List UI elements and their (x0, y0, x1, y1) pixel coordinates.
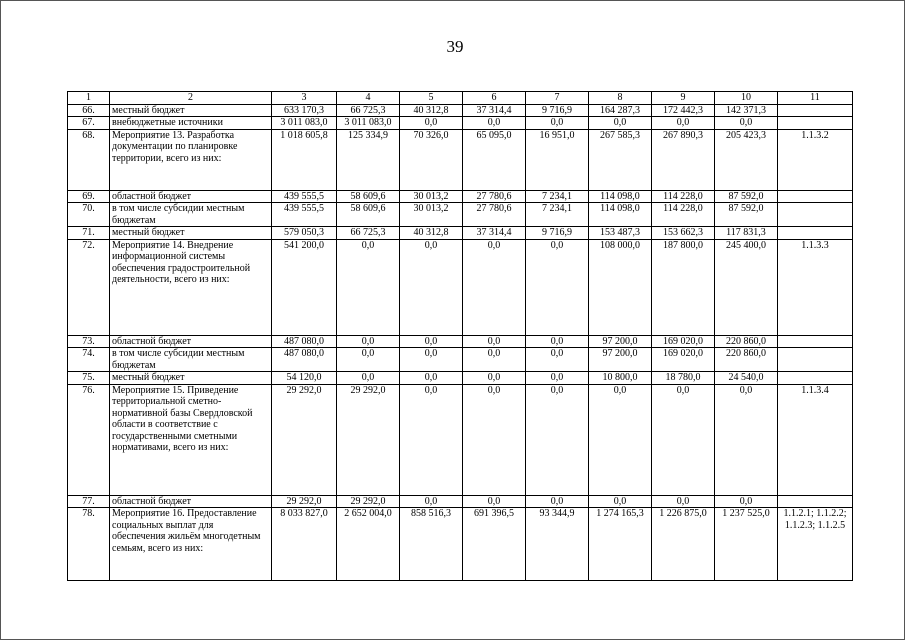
cell-value: 9 716,9 (526, 227, 589, 240)
row-number: 74. (68, 348, 110, 372)
cell-value: 108 000,0 (589, 239, 652, 335)
cell-value: 27 780,6 (463, 190, 526, 203)
cell-value: 29 292,0 (272, 495, 337, 508)
target-code (778, 227, 853, 240)
target-code: 1.1.3.2 (778, 129, 853, 190)
target-code (778, 348, 853, 372)
cell-value: 65 095,0 (463, 129, 526, 190)
cell-value: 487 080,0 (272, 348, 337, 372)
cell-value: 0,0 (463, 117, 526, 130)
column-header: 9 (652, 92, 715, 105)
cell-value: 0,0 (526, 495, 589, 508)
table-row (68, 495, 853, 508)
cell-value: 37 314,4 (463, 227, 526, 240)
table-row (68, 190, 853, 203)
cell-value: 1 226 875,0 (652, 508, 715, 581)
cell-value: 58 609,6 (337, 203, 400, 227)
cell-value: 0,0 (463, 495, 526, 508)
row-name: областной бюджет (110, 335, 272, 348)
column-header: 6 (463, 92, 526, 105)
cell-value: 267 585,3 (589, 129, 652, 190)
cell-value: 0,0 (526, 348, 589, 372)
cell-value: 691 396,5 (463, 508, 526, 581)
cell-value: 187 800,0 (652, 239, 715, 335)
cell-value: 0,0 (400, 348, 463, 372)
cell-value: 0,0 (526, 117, 589, 130)
column-header: 7 (526, 92, 589, 105)
row-name: местный бюджет (110, 372, 272, 385)
cell-value: 29 292,0 (337, 495, 400, 508)
cell-value: 27 780,6 (463, 203, 526, 227)
cell-value: 633 170,3 (272, 104, 337, 117)
cell-value: 0,0 (715, 384, 778, 495)
table-row (68, 335, 853, 348)
cell-value: 169 020,0 (652, 335, 715, 348)
cell-value: 97 200,0 (589, 348, 652, 372)
column-header: 10 (715, 92, 778, 105)
cell-value: 0,0 (337, 335, 400, 348)
cell-value: 0,0 (337, 239, 400, 335)
table-row (68, 203, 853, 227)
cell-value: 1 274 165,3 (589, 508, 652, 581)
target-code: 1.1.3.3 (778, 239, 853, 335)
row-number: 71. (68, 227, 110, 240)
cell-value: 205 423,3 (715, 129, 778, 190)
row-name: областной бюджет (110, 495, 272, 508)
cell-value: 0,0 (526, 384, 589, 495)
cell-value: 2 652 004,0 (337, 508, 400, 581)
cell-value: 30 013,2 (400, 203, 463, 227)
cell-value: 0,0 (463, 239, 526, 335)
cell-value: 125 334,9 (337, 129, 400, 190)
cell-value: 0,0 (652, 117, 715, 130)
row-name: в том числе субсидии местным бюджетам (110, 203, 272, 227)
cell-value: 0,0 (589, 117, 652, 130)
cell-value: 0,0 (463, 335, 526, 348)
cell-value: 7 234,1 (526, 190, 589, 203)
cell-value: 9 716,9 (526, 104, 589, 117)
cell-value: 18 780,0 (652, 372, 715, 385)
cell-value: 97 200,0 (589, 335, 652, 348)
cell-value: 8 033 827,0 (272, 508, 337, 581)
table-header-row (68, 92, 853, 105)
cell-value: 40 312,8 (400, 104, 463, 117)
row-number: 72. (68, 239, 110, 335)
column-header: 3 (272, 92, 337, 105)
row-name: в том числе субсидии местным бюджетам (110, 348, 272, 372)
cell-value: 54 120,0 (272, 372, 337, 385)
cell-value: 66 725,3 (337, 227, 400, 240)
table-row (68, 104, 853, 117)
cell-value: 0,0 (589, 495, 652, 508)
cell-value: 114 228,0 (652, 190, 715, 203)
cell-value: 0,0 (589, 384, 652, 495)
column-header: 5 (400, 92, 463, 105)
row-name: внебюджетные источники (110, 117, 272, 130)
cell-value: 0,0 (463, 384, 526, 495)
cell-value: 1 018 605,8 (272, 129, 337, 190)
target-code (778, 372, 853, 385)
cell-value: 114 228,0 (652, 203, 715, 227)
target-code (778, 495, 853, 508)
cell-value: 66 725,3 (337, 104, 400, 117)
row-name: Мероприятие 16. Предоставление социальных выплат для обеспечения жильём многодетным семьям, всего из них: (110, 508, 272, 581)
target-code (778, 104, 853, 117)
cell-value: 0,0 (652, 384, 715, 495)
cell-value: 0,0 (715, 117, 778, 130)
cell-value: 16 951,0 (526, 129, 589, 190)
cell-value: 3 011 083,0 (337, 117, 400, 130)
table-row (68, 348, 853, 372)
row-name: Мероприятие 14. Внедрение информационной системы обеспечения градостроительной деятельности, всего из них: (110, 239, 272, 335)
table-row (68, 239, 853, 335)
cell-value: 0,0 (337, 348, 400, 372)
target-code (778, 335, 853, 348)
target-code: 1.1.2.1; 1.1.2.2; 1.1.2.3; 1.1.2.5 (778, 508, 853, 581)
cell-value: 579 050,3 (272, 227, 337, 240)
cell-value: 858 516,3 (400, 508, 463, 581)
cell-value: 117 831,3 (715, 227, 778, 240)
row-number: 73. (68, 335, 110, 348)
cell-value: 245 400,0 (715, 239, 778, 335)
column-header: 4 (337, 92, 400, 105)
cell-value: 220 860,0 (715, 335, 778, 348)
cell-value: 1 237 525,0 (715, 508, 778, 581)
row-number: 70. (68, 203, 110, 227)
cell-value: 220 860,0 (715, 348, 778, 372)
cell-value: 0,0 (715, 495, 778, 508)
cell-value: 0,0 (400, 335, 463, 348)
target-code (778, 203, 853, 227)
row-number: 68. (68, 129, 110, 190)
target-code (778, 190, 853, 203)
cell-value: 153 487,3 (589, 227, 652, 240)
column-header: 8 (589, 92, 652, 105)
cell-value: 70 326,0 (400, 129, 463, 190)
row-number: 67. (68, 117, 110, 130)
cell-value: 7 234,1 (526, 203, 589, 227)
table-row (68, 508, 853, 581)
cell-value: 164 287,3 (589, 104, 652, 117)
cell-value: 37 314,4 (463, 104, 526, 117)
cell-value: 3 011 083,0 (272, 117, 337, 130)
cell-value: 0,0 (652, 495, 715, 508)
budget-table (67, 91, 853, 581)
cell-value: 0,0 (463, 348, 526, 372)
column-header: 1 (68, 92, 110, 105)
cell-value: 40 312,8 (400, 227, 463, 240)
cell-value: 153 662,3 (652, 227, 715, 240)
cell-value: 439 555,5 (272, 190, 337, 203)
cell-value: 0,0 (526, 335, 589, 348)
row-number: 75. (68, 372, 110, 385)
target-code (778, 117, 853, 130)
cell-value: 0,0 (337, 372, 400, 385)
cell-value: 114 098,0 (589, 203, 652, 227)
cell-value: 439 555,5 (272, 203, 337, 227)
cell-value: 0,0 (400, 117, 463, 130)
row-name: Мероприятие 15. Приведение территориальной сметно-нормативной базы Свердловской области в соответствие с государственными сметными нормативами, всего из них: (110, 384, 272, 495)
row-number: 78. (68, 508, 110, 581)
row-name: областной бюджет (110, 190, 272, 203)
cell-value: 114 098,0 (589, 190, 652, 203)
cell-value: 267 890,3 (652, 129, 715, 190)
cell-value: 58 609,6 (337, 190, 400, 203)
cell-value: 172 442,3 (652, 104, 715, 117)
cell-value: 541 200,0 (272, 239, 337, 335)
column-header: 2 (110, 92, 272, 105)
column-header: 11 (778, 92, 853, 105)
table-row (68, 129, 853, 190)
cell-value: 0,0 (400, 372, 463, 385)
cell-value: 0,0 (526, 239, 589, 335)
cell-value: 487 080,0 (272, 335, 337, 348)
page-number: 39 (446, 37, 464, 56)
table-row (68, 384, 853, 495)
cell-value: 0,0 (463, 372, 526, 385)
cell-value: 87 592,0 (715, 203, 778, 227)
cell-value: 10 800,0 (589, 372, 652, 385)
cell-value: 87 592,0 (715, 190, 778, 203)
row-name: местный бюджет (110, 227, 272, 240)
cell-value: 29 292,0 (272, 384, 337, 495)
cell-value: 169 020,0 (652, 348, 715, 372)
cell-value: 30 013,2 (400, 190, 463, 203)
row-number: 76. (68, 384, 110, 495)
cell-value: 142 371,3 (715, 104, 778, 117)
cell-value: 0,0 (400, 495, 463, 508)
cell-value: 29 292,0 (337, 384, 400, 495)
cell-value: 0,0 (400, 239, 463, 335)
table-row (68, 227, 853, 240)
row-name: Мероприятие 13. Разработка документации по планировке территории, всего из них: (110, 129, 272, 190)
row-number: 77. (68, 495, 110, 508)
table-row (68, 117, 853, 130)
cell-value: 93 344,9 (526, 508, 589, 581)
cell-value: 0,0 (526, 372, 589, 385)
row-number: 69. (68, 190, 110, 203)
row-number: 66. (68, 104, 110, 117)
target-code: 1.1.3.4 (778, 384, 853, 495)
cell-value: 0,0 (400, 384, 463, 495)
row-name: местный бюджет (110, 104, 272, 117)
table-row (68, 372, 853, 385)
cell-value: 24 540,0 (715, 372, 778, 385)
